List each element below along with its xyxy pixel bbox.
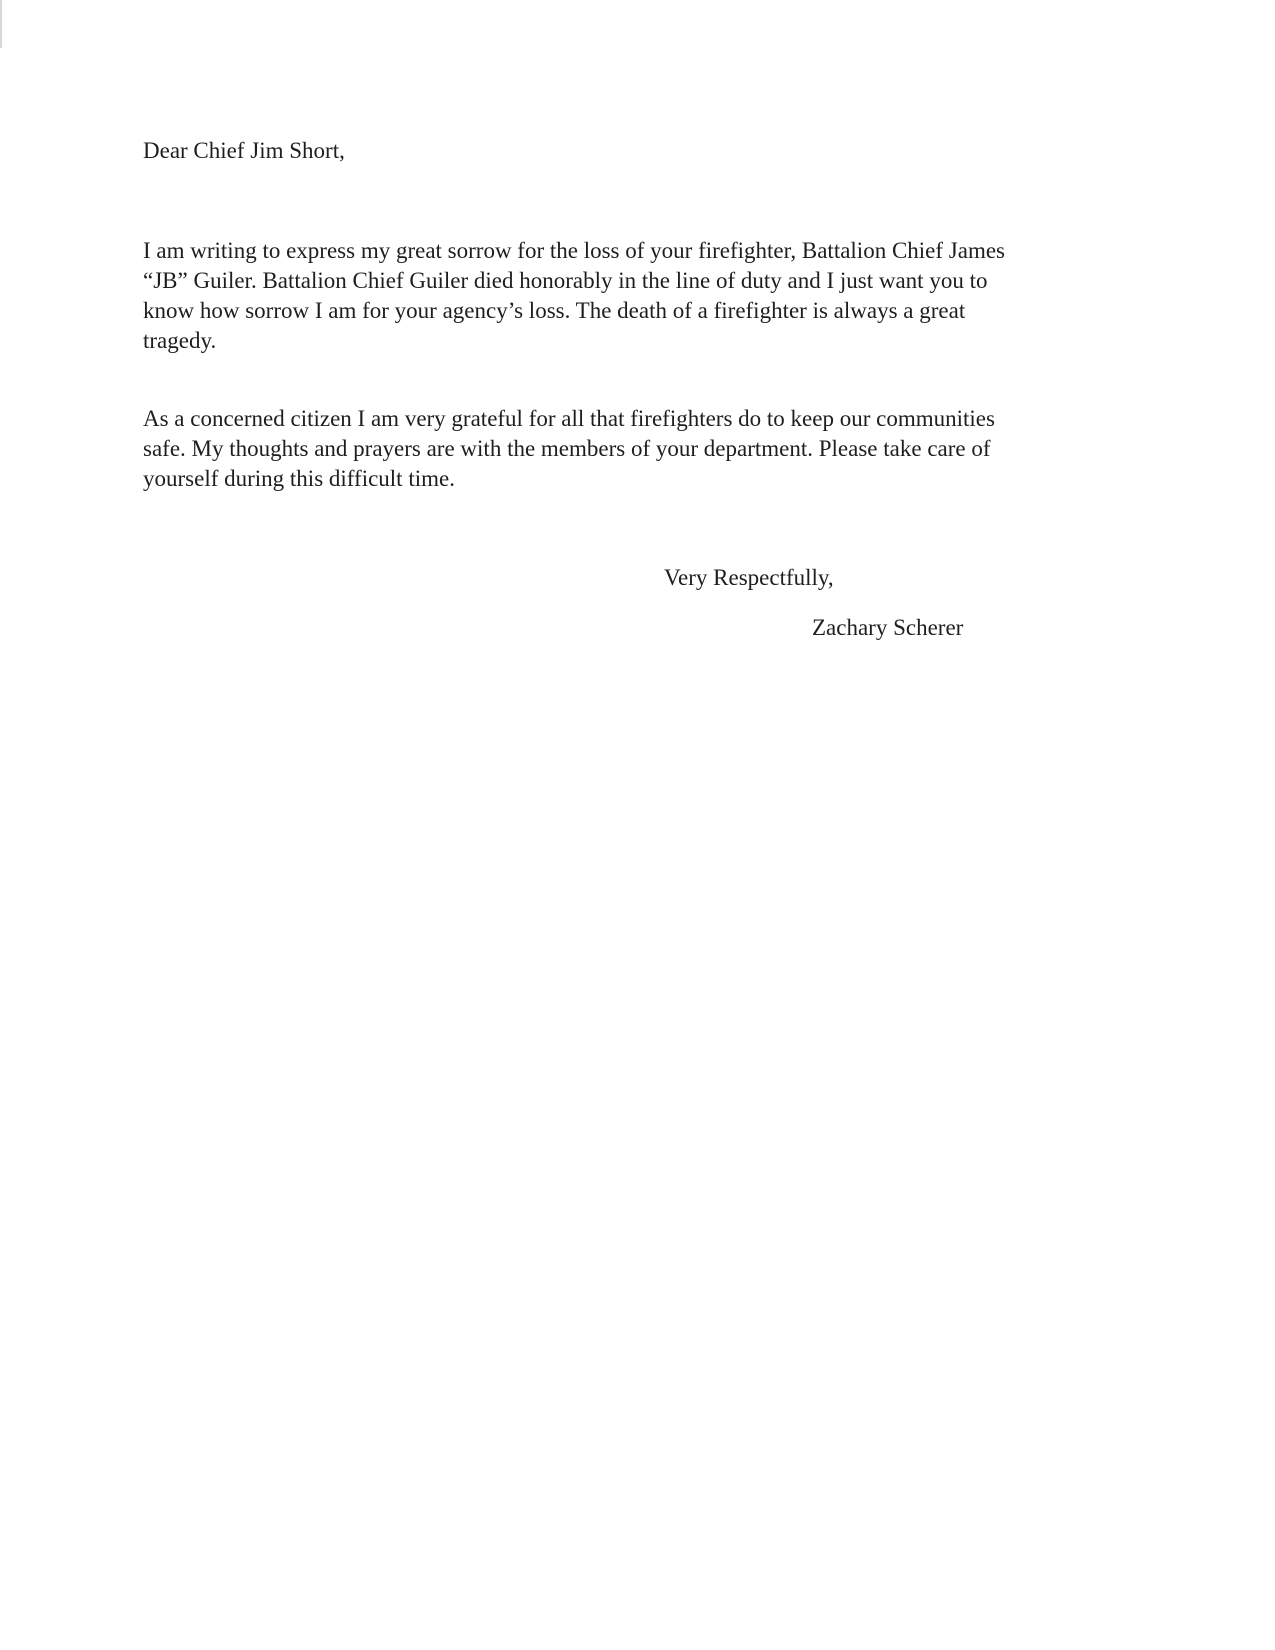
letter-closing: Very Respectfully, [664, 565, 834, 590]
paragraph-line: As a concerned citizen I am very grateful for all that firefighters do to keep our communities [143, 406, 995, 431]
paragraph-line: “JB” Guiler. Battalion Chief Guiler died honorably in the line of duty and I just want you to [143, 268, 988, 293]
paragraph-line: I am writing to express my great sorrow for the loss of your firefighter, Battalion Chief James [143, 238, 1006, 263]
letter-paragraph-1 [143, 236, 1078, 356]
paragraph-line: tragedy. [143, 328, 217, 353]
letter-paragraph-2 [143, 404, 1078, 494]
paragraph-line: know how sorrow I am for your agency’s loss. The death of a firefighter is always a great [143, 298, 966, 323]
paragraph-line: safe. My thoughts and prayers are with the members of your department. Please take care of [143, 436, 991, 461]
paragraph-line: yourself during this difficult time. [143, 466, 455, 491]
signature-name: Zachary Scherer [812, 615, 964, 640]
scan-page-edge [0, 0, 2, 48]
letter-salutation: Dear Chief Jim Short, [143, 138, 345, 163]
